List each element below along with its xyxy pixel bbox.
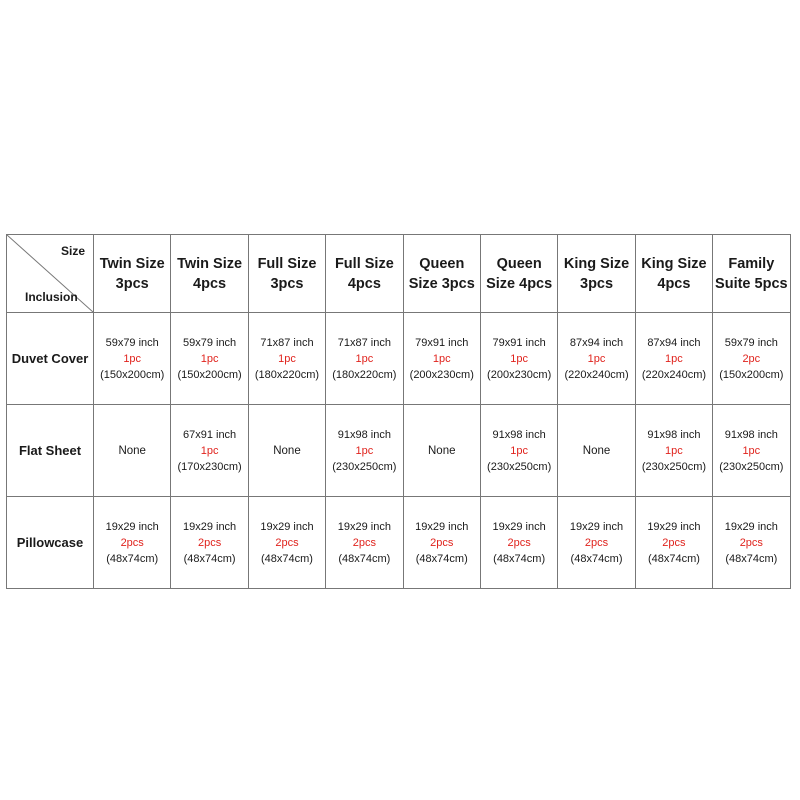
size-header-line1: Family (728, 255, 775, 272)
dimension-inch-text: 91x98 inch (337, 428, 391, 441)
size-header-line1: King Size (563, 255, 630, 272)
table-row (7, 313, 791, 405)
inclusion-row-label: Pillowcase (7, 497, 94, 589)
dimension-inch-text: 71x87 inch (337, 336, 391, 349)
table-cell (558, 497, 635, 589)
table-cell (635, 313, 712, 405)
dimension-cm-text: (220x240cm) (564, 368, 629, 381)
dimension-cm-text: (48x74cm) (725, 552, 778, 565)
size-column-header (713, 235, 790, 313)
corner-header-cell (7, 235, 94, 313)
dimension-cm-text: (220x240cm) (641, 368, 707, 381)
dimension-cm-text: (48x74cm) (338, 552, 391, 565)
dimension-inch-text: 59x79 inch (105, 336, 159, 349)
not-included-text: None (582, 444, 611, 457)
dimension-inch-text: 87x94 inch (647, 336, 701, 349)
table-cell (403, 405, 480, 497)
quantity-text: 2pcs (430, 536, 454, 549)
dimension-inch-text: 91x98 inch (647, 428, 701, 441)
quantity-text: 2pcs (739, 536, 763, 549)
quantity-text: 2pcs (275, 536, 299, 549)
dimension-inch-text: 19x29 inch (647, 520, 701, 533)
table-cell (326, 313, 403, 405)
table-cell (558, 405, 635, 497)
table-cell (326, 405, 403, 497)
table-cell (713, 405, 790, 497)
dimension-inch-text: 19x29 inch (260, 520, 314, 533)
size-header-line2: 4pcs (193, 275, 227, 292)
size-header-line1: Twin Size (177, 255, 243, 272)
dimension-cm-text: (180x220cm) (332, 368, 397, 381)
not-included-text: None (428, 444, 456, 457)
dimension-inch-text: 59x79 inch (724, 336, 778, 349)
dimension-cm-text: (48x74cm) (493, 552, 546, 565)
size-column-header (480, 235, 557, 313)
dimension-cm-text: (48x74cm) (260, 552, 313, 565)
size-column-header (558, 235, 635, 313)
size-header-line2: Size 3pcs (408, 275, 475, 292)
table-cell (403, 313, 480, 405)
table-cell (94, 313, 171, 405)
dimension-cm-text: (230x250cm) (332, 460, 397, 473)
not-included-text: None (273, 444, 301, 457)
dimension-inch-text: 19x29 inch (337, 520, 391, 533)
size-header-line2: 3pcs (580, 275, 614, 292)
quantity-text: 1pc (278, 352, 296, 365)
quantity-text: 1pc (510, 444, 529, 457)
quantity-text: 2pcs (197, 536, 222, 549)
size-header-line1: Full Size (334, 255, 394, 272)
dimension-inch-text: 19x29 inch (492, 520, 546, 533)
dimension-cm-text: (150x200cm) (177, 368, 242, 381)
quantity-text: 1pc (123, 352, 142, 365)
size-header-line1: Queen (419, 255, 465, 272)
table-cell (403, 497, 480, 589)
quantity-text: 1pc (200, 444, 219, 457)
size-header-line2: 4pcs (657, 275, 691, 292)
dimension-inch-text: 19x29 inch (105, 520, 159, 533)
table-cell (248, 405, 325, 497)
quantity-text: 1pc (742, 444, 761, 457)
size-column-header (326, 235, 403, 313)
size-column-header (171, 235, 248, 313)
table-cell (635, 497, 712, 589)
dimension-inch-text: 59x79 inch (182, 336, 237, 349)
size-header-line2: 4pcs (347, 275, 381, 292)
size-header-line1: King Size (641, 255, 707, 272)
dimension-inch-text: 19x29 inch (569, 520, 624, 533)
quantity-text: 1pc (355, 444, 374, 457)
quantity-text: 1pc (200, 352, 219, 365)
dimension-inch-text: 91x98 inch (492, 428, 546, 441)
table-cell (171, 405, 248, 497)
size-header-line1: Queen (496, 255, 542, 272)
quantity-text: 1pc (355, 352, 374, 365)
quantity-text: 1pc (665, 444, 683, 457)
size-header-line2: 3pcs (115, 275, 149, 292)
size-column-header (403, 235, 480, 313)
dimension-cm-text: (230x250cm) (719, 460, 784, 473)
table-cell (248, 313, 325, 405)
quantity-text: 2pcs (120, 536, 144, 549)
size-header-line1: Full Size (257, 255, 317, 272)
quantity-text: 1pc (665, 352, 683, 365)
dimension-cm-text: (230x250cm) (641, 460, 707, 473)
dimension-inch-text: 19x29 inch (724, 520, 778, 533)
size-column-header (94, 235, 171, 313)
table-row (7, 405, 791, 497)
table-cell (713, 313, 790, 405)
dimension-cm-text: (48x74cm) (183, 552, 236, 565)
dimension-inch-text: 79x91 inch (415, 336, 469, 349)
dimension-inch-text: 19x29 inch (415, 520, 469, 533)
table-row (7, 497, 791, 589)
dimension-cm-text: (48x74cm) (106, 552, 159, 565)
dimension-cm-text: (230x250cm) (487, 460, 552, 473)
inclusion-row-label: Flat Sheet (7, 405, 94, 497)
dimension-cm-text: (150x200cm) (100, 368, 165, 381)
dimension-cm-text: (200x230cm) (409, 368, 474, 381)
inclusion-axis-label: Inclusion (25, 290, 78, 304)
size-column-header (635, 235, 712, 313)
dimension-inch-text: 19x29 inch (182, 520, 237, 533)
table-cell (171, 497, 248, 589)
dimension-inch-text: 87x94 inch (569, 336, 624, 349)
table-cell (480, 405, 557, 497)
table-cell (171, 313, 248, 405)
header-row (7, 235, 791, 313)
table-cell (94, 497, 171, 589)
dimension-cm-text: (48x74cm) (570, 552, 623, 565)
quantity-text: 2pc (742, 352, 761, 365)
table-cell (94, 405, 171, 497)
inclusion-row-label: Duvet Cover (7, 313, 94, 405)
dimension-inch-text: 79x91 inch (492, 336, 546, 349)
quantity-text: 2pcs (507, 536, 531, 549)
table-cell (480, 497, 557, 589)
quantity-text: 1pc (587, 352, 606, 365)
size-header-line1: Twin Size (99, 255, 165, 272)
dimension-inch-text: 91x98 inch (724, 428, 778, 441)
dimension-cm-text: (48x74cm) (415, 552, 468, 565)
table-cell (713, 497, 790, 589)
table-cell (635, 405, 712, 497)
size-column-header (248, 235, 325, 313)
quantity-text: 1pc (510, 352, 529, 365)
table-cell (326, 497, 403, 589)
table-cell (248, 497, 325, 589)
dimension-cm-text: (150x200cm) (719, 368, 784, 381)
dimension-inch-text: 67x91 inch (182, 428, 237, 441)
dimension-inch-text: 71x87 inch (260, 336, 314, 349)
dimension-cm-text: (170x230cm) (177, 460, 242, 473)
bedding-size-table (6, 234, 791, 589)
dimension-cm-text: (180x220cm) (254, 368, 320, 381)
size-header-line2: Suite 5pcs (715, 275, 788, 292)
table-cell (558, 313, 635, 405)
dimension-cm-text: (200x230cm) (487, 368, 552, 381)
dimension-cm-text: (48x74cm) (647, 552, 700, 565)
size-header-line2: Size 4pcs (486, 275, 553, 292)
quantity-text: 2pcs (662, 536, 686, 549)
not-included-text: None (118, 444, 146, 457)
size-axis-label: Size (60, 244, 85, 258)
size-header-line2: 3pcs (270, 275, 304, 292)
quantity-text: 1pc (432, 352, 451, 365)
quantity-text: 2pcs (352, 536, 376, 549)
table-cell (480, 313, 557, 405)
quantity-text: 2pcs (584, 536, 609, 549)
